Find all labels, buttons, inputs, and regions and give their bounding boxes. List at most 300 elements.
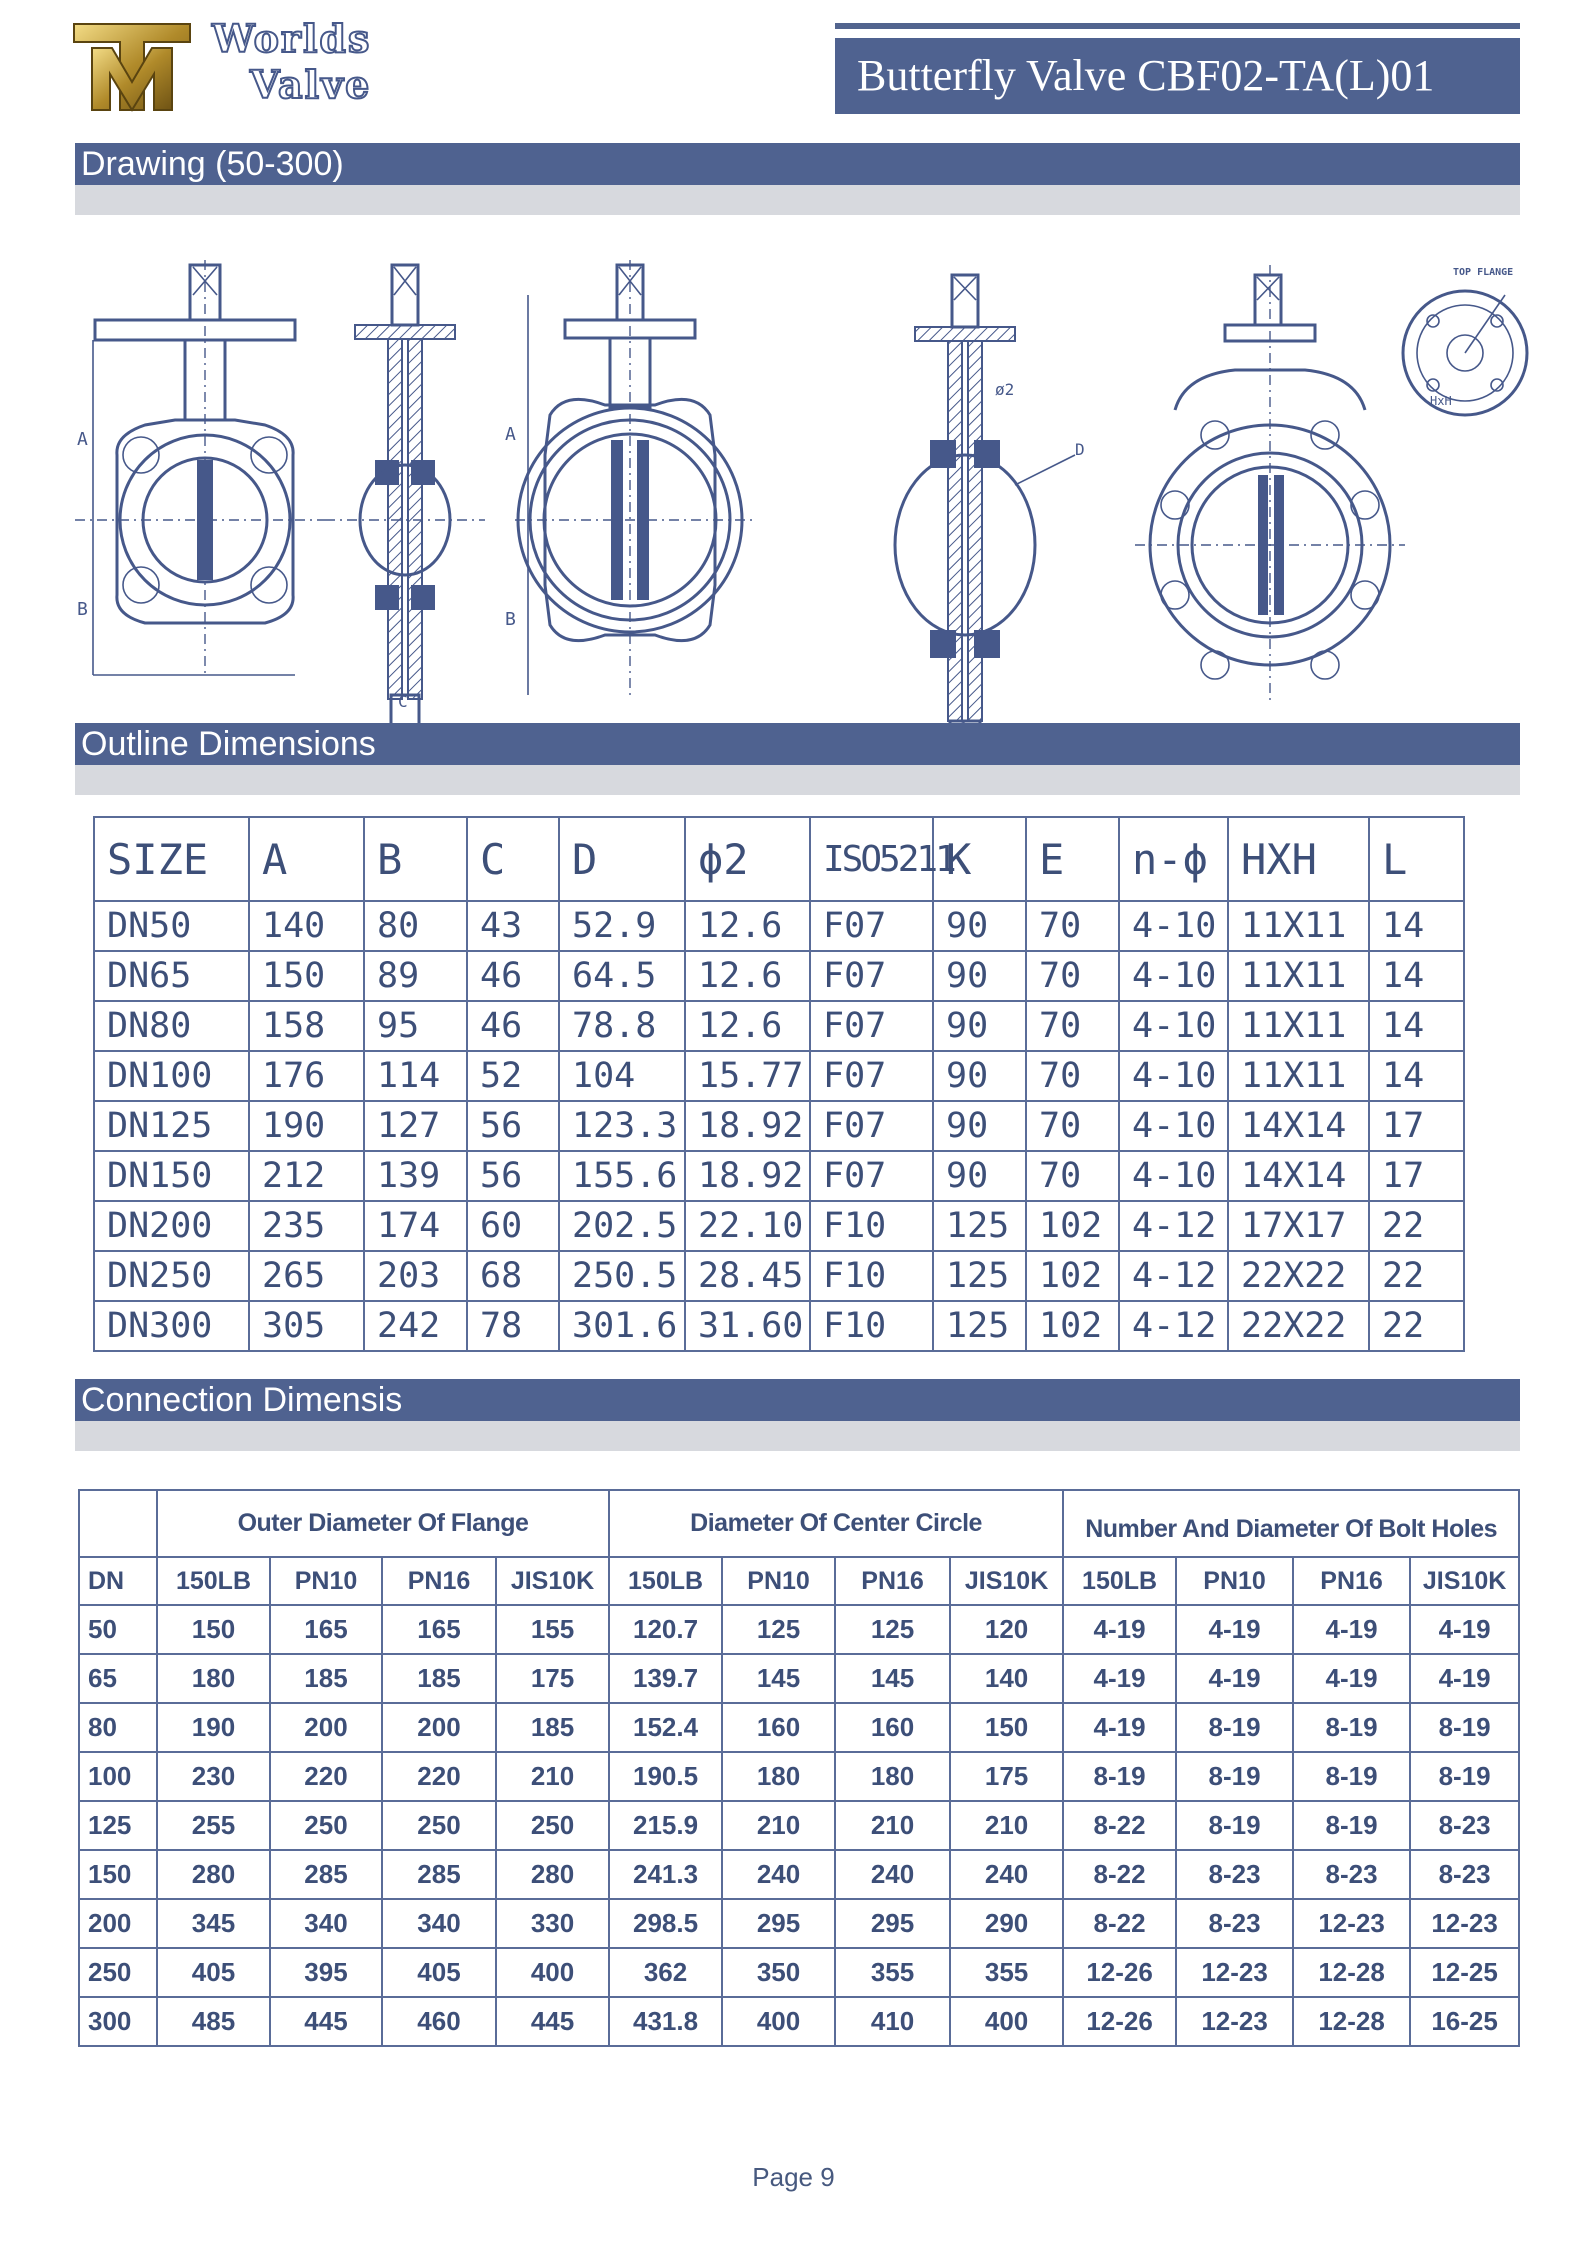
connection-cell: 175 [950, 1752, 1063, 1801]
outline-cell: 90 [933, 951, 1026, 1001]
outline-cell: 70 [1026, 1101, 1119, 1151]
connection-row [79, 1899, 1519, 1948]
connection-cell: 12-26 [1063, 1997, 1176, 2046]
outline-cell: F07 [810, 1151, 933, 1201]
connection-cell: 250 [270, 1801, 382, 1850]
outline-cell: F10 [810, 1301, 933, 1351]
section-subbar-connection [75, 1421, 1520, 1451]
connection-cell: 405 [382, 1948, 496, 1997]
connection-cell: 210 [835, 1801, 950, 1850]
connection-cell: 8-23 [1410, 1801, 1519, 1850]
corner-cell [79, 1490, 157, 1557]
outline-cell: F10 [810, 1201, 933, 1251]
logo-text-valve: Valve [250, 62, 372, 107]
dim-label-b: B [77, 599, 88, 620]
connection-cell: 210 [496, 1752, 609, 1801]
outline-cell: 4-10 [1119, 1101, 1228, 1151]
outline-cell: DN65 [94, 951, 249, 1001]
connection-cell: 445 [496, 1997, 609, 2046]
outline-cell: 125 [933, 1251, 1026, 1301]
connection-row [79, 1703, 1519, 1752]
outline-cell: 174 [364, 1201, 467, 1251]
connection-row [79, 1997, 1519, 2046]
outline-cell: 78.8 [559, 1001, 685, 1051]
connection-cell: 8-23 [1176, 1850, 1293, 1899]
sub-header: PN16 [835, 1557, 950, 1605]
outline-cell: 250.5 [559, 1251, 685, 1301]
outline-row [94, 1001, 1464, 1051]
outline-cell: F07 [810, 951, 933, 1001]
connection-cell: 145 [722, 1654, 835, 1703]
outline-cell: 12.6 [685, 951, 810, 1001]
connection-cell: 8-19 [1176, 1703, 1293, 1752]
connection-cell: 250 [382, 1801, 496, 1850]
outline-cell: 95 [364, 1001, 467, 1051]
outline-cell: 104 [559, 1051, 685, 1101]
dim-label-c: C [398, 692, 408, 711]
outline-cell: 56 [467, 1151, 559, 1201]
outline-cell: 70 [1026, 901, 1119, 951]
dim-label-d: D [1075, 440, 1085, 459]
outline-dimensions-table [93, 816, 1465, 1352]
outline-cell: 4-10 [1119, 951, 1228, 1001]
connection-cell: 295 [722, 1899, 835, 1948]
connection-cell: 12-23 [1410, 1899, 1519, 1948]
connection-cell: 445 [270, 1997, 382, 2046]
connection-cell: 250 [496, 1801, 609, 1850]
connection-cell: 220 [270, 1752, 382, 1801]
sub-header: PN10 [270, 1557, 382, 1605]
outline-cell: 89 [364, 951, 467, 1001]
outline-cell: 52 [467, 1051, 559, 1101]
outline-cell: 4-12 [1119, 1251, 1228, 1301]
connection-cell: 298.5 [609, 1899, 722, 1948]
dn-cell: 65 [79, 1654, 157, 1703]
outline-header-row [94, 817, 1464, 901]
connection-cell: 230 [157, 1752, 270, 1801]
outline-cell: 4-12 [1119, 1301, 1228, 1351]
outline-cell: 14X14 [1228, 1101, 1369, 1151]
outline-cell: 28.45 [685, 1251, 810, 1301]
connection-cell: 280 [496, 1850, 609, 1899]
connection-cell: 280 [157, 1850, 270, 1899]
dn-cell: 300 [79, 1997, 157, 2046]
page-number: Page 9 [752, 2162, 835, 2192]
dn-cell: 250 [79, 1948, 157, 1997]
connection-cell: 210 [950, 1801, 1063, 1850]
outline-cell: 22X22 [1228, 1301, 1369, 1351]
connection-cell: 285 [382, 1850, 496, 1899]
connection-cell: 185 [270, 1654, 382, 1703]
connection-cell: 12-23 [1176, 1997, 1293, 2046]
outline-cell: 14 [1369, 901, 1464, 951]
outline-cell: 90 [933, 1101, 1026, 1151]
sub-header: PN10 [722, 1557, 835, 1605]
outline-cell: 43 [467, 901, 559, 951]
outline-cell: DN200 [94, 1201, 249, 1251]
outline-cell: 14X14 [1228, 1151, 1369, 1201]
outline-cell: 17X17 [1228, 1201, 1369, 1251]
outline-cell: 14 [1369, 1051, 1464, 1101]
connection-cell: 4-19 [1410, 1654, 1519, 1703]
connection-cell: 241.3 [609, 1850, 722, 1899]
connection-cell: 8-19 [1176, 1801, 1293, 1850]
connection-cell: 200 [270, 1703, 382, 1752]
group-header-bolt-holes: Number And Diameter Of Bolt Holes [1063, 1490, 1519, 1557]
view-side-section [325, 265, 485, 725]
outline-cell: 4-12 [1119, 1201, 1228, 1251]
outline-cell: DN100 [94, 1051, 249, 1101]
outline-cell: 70 [1026, 1051, 1119, 1101]
connection-cell: 290 [950, 1899, 1063, 1948]
connection-cell: 8-19 [1293, 1703, 1410, 1752]
outline-cell: 17 [1369, 1151, 1464, 1201]
hxh-label: HxH [1430, 394, 1452, 408]
outline-cell: 139 [364, 1151, 467, 1201]
connection-row [79, 1850, 1519, 1899]
col-header: B [364, 817, 467, 901]
connection-cell: 210 [722, 1801, 835, 1850]
outline-row [94, 951, 1464, 1001]
outline-row [94, 1251, 1464, 1301]
outline-cell: F10 [810, 1251, 933, 1301]
outline-cell: F07 [810, 1051, 933, 1101]
outline-cell: 4-10 [1119, 1001, 1228, 1051]
dn-cell: 125 [79, 1801, 157, 1850]
connection-cell: 200 [382, 1703, 496, 1752]
connection-cell: 240 [722, 1850, 835, 1899]
view-lug-front [75, 260, 325, 675]
connection-cell: 4-19 [1063, 1703, 1176, 1752]
connection-cell: 4-19 [1293, 1605, 1410, 1654]
outline-row [94, 1301, 1464, 1351]
outline-cell: 4-10 [1119, 1151, 1228, 1201]
logo-text-worlds: Worlds [212, 16, 372, 61]
outline-cell: 70 [1026, 1001, 1119, 1051]
dim-label-phi2: ø2 [995, 380, 1015, 399]
col-header: E [1026, 817, 1119, 901]
outline-cell: 60 [467, 1201, 559, 1251]
connection-cell: 4-19 [1410, 1605, 1519, 1654]
connection-cell: 12-23 [1293, 1899, 1410, 1948]
outline-cell: 176 [249, 1051, 364, 1101]
dim-label-a: A [77, 429, 88, 450]
connection-cell: 4-19 [1176, 1605, 1293, 1654]
connection-cell: 150 [157, 1605, 270, 1654]
connection-cell: 330 [496, 1899, 609, 1948]
outline-cell: 155.6 [559, 1151, 685, 1201]
connection-cell: 12-23 [1176, 1948, 1293, 1997]
connection-cell: 180 [157, 1654, 270, 1703]
outline-cell: 31.60 [685, 1301, 810, 1351]
connection-cell: 400 [950, 1997, 1063, 2046]
outline-cell: 68 [467, 1251, 559, 1301]
outline-row [94, 1151, 1464, 1201]
outline-cell: 305 [249, 1301, 364, 1351]
document-title: Butterfly Valve CBF02-TA(L)01 [835, 38, 1520, 114]
connection-cell: 410 [835, 1997, 950, 2046]
outline-cell: 125 [933, 1301, 1026, 1351]
outline-cell: 11X11 [1228, 901, 1369, 951]
connection-cell: 8-19 [1293, 1752, 1410, 1801]
connection-cell: 140 [950, 1654, 1063, 1703]
connection-cell: 255 [157, 1801, 270, 1850]
outline-cell: 52.9 [559, 901, 685, 951]
outline-cell: 46 [467, 951, 559, 1001]
connection-cell: 345 [157, 1899, 270, 1948]
outline-cell: 64.5 [559, 951, 685, 1001]
outline-cell: 56 [467, 1101, 559, 1151]
connection-row [79, 1605, 1519, 1654]
outline-cell: 70 [1026, 1151, 1119, 1201]
connection-cell: 215.9 [609, 1801, 722, 1850]
connection-cell: 8-19 [1293, 1801, 1410, 1850]
outline-row [94, 1101, 1464, 1151]
company-logo [72, 16, 432, 114]
outline-cell: 11X11 [1228, 1001, 1369, 1051]
connection-cell: 8-23 [1176, 1899, 1293, 1948]
connection-cell: 4-19 [1063, 1605, 1176, 1654]
group-header-row [79, 1490, 1519, 1557]
connection-cell: 120 [950, 1605, 1063, 1654]
outline-cell: 22 [1369, 1301, 1464, 1351]
connection-cell: 165 [270, 1605, 382, 1654]
outline-cell: DN80 [94, 1001, 249, 1051]
outline-cell: 22 [1369, 1251, 1464, 1301]
outline-cell: 90 [933, 901, 1026, 951]
outline-cell: 70 [1026, 951, 1119, 1001]
top-flange-label: TOP FLANGE [1453, 267, 1514, 278]
outline-cell: 4-10 [1119, 1051, 1228, 1101]
outline-cell: 78 [467, 1301, 559, 1351]
outline-cell: 203 [364, 1251, 467, 1301]
sub-header: JIS10K [950, 1557, 1063, 1605]
outline-cell: 265 [249, 1251, 364, 1301]
outline-cell: 11X11 [1228, 951, 1369, 1001]
dim-label-b2: B [505, 609, 516, 630]
outline-cell: 102 [1026, 1251, 1119, 1301]
outline-cell: 14 [1369, 951, 1464, 1001]
connection-cell: 362 [609, 1948, 722, 1997]
connection-cell: 125 [722, 1605, 835, 1654]
sub-header: DN [79, 1557, 157, 1605]
connection-cell: 8-23 [1293, 1850, 1410, 1899]
col-header: L [1369, 817, 1464, 901]
outline-row [94, 1051, 1464, 1101]
connection-cell: 150 [950, 1703, 1063, 1752]
sub-header: PN16 [382, 1557, 496, 1605]
connection-cell: 240 [835, 1850, 950, 1899]
connection-cell: 355 [950, 1948, 1063, 1997]
dn-cell: 50 [79, 1605, 157, 1654]
outline-cell: DN250 [94, 1251, 249, 1301]
connection-cell: 175 [496, 1654, 609, 1703]
outline-cell: 90 [933, 1001, 1026, 1051]
sub-header-row [79, 1557, 1519, 1605]
connection-row [79, 1948, 1519, 1997]
connection-cell: 165 [382, 1605, 496, 1654]
dn-cell: 200 [79, 1899, 157, 1948]
section-header-connection: Connection Dimensis [75, 1379, 1520, 1421]
outline-row [94, 1201, 1464, 1251]
connection-cell: 8-19 [1176, 1752, 1293, 1801]
view-wafer-side [895, 275, 1085, 737]
connection-cell: 405 [157, 1948, 270, 1997]
outline-cell: 22 [1369, 1201, 1464, 1251]
connection-cell: 295 [835, 1899, 950, 1948]
outline-cell: 80 [364, 901, 467, 951]
connection-cell: 340 [270, 1899, 382, 1948]
outline-cell: 4-10 [1119, 901, 1228, 951]
connection-cell: 152.4 [609, 1703, 722, 1752]
col-header: ϕ2 [685, 817, 810, 901]
col-header: ISO5211 [810, 817, 933, 901]
outline-cell: 18.92 [685, 1101, 810, 1151]
connection-cell: 190 [157, 1703, 270, 1752]
section-subbar-drawing [75, 185, 1520, 215]
technical-drawing [75, 255, 1545, 735]
connection-cell: 180 [722, 1752, 835, 1801]
section-header-outline: Outline Dimensions [75, 723, 1520, 765]
dn-cell: 80 [79, 1703, 157, 1752]
sub-header: 150LB [157, 1557, 270, 1605]
outline-cell: 15.77 [685, 1051, 810, 1101]
sub-header: PN16 [1293, 1557, 1410, 1605]
connection-cell: 220 [382, 1752, 496, 1801]
outline-row [94, 901, 1464, 951]
connection-cell: 185 [496, 1703, 609, 1752]
outline-cell: F07 [810, 1001, 933, 1051]
connection-cell: 8-22 [1063, 1850, 1176, 1899]
outline-cell: 125 [933, 1201, 1026, 1251]
connection-cell: 8-22 [1063, 1801, 1176, 1850]
connection-cell: 120.7 [609, 1605, 722, 1654]
connection-cell: 160 [722, 1703, 835, 1752]
connection-cell: 395 [270, 1948, 382, 1997]
outline-cell: 140 [249, 901, 364, 951]
col-header: SIZE [94, 817, 249, 901]
view-top-flange [1403, 267, 1527, 415]
connection-cell: 350 [722, 1948, 835, 1997]
connection-cell: 145 [835, 1654, 950, 1703]
outline-cell: 14 [1369, 1001, 1464, 1051]
connection-cell: 125 [835, 1605, 950, 1654]
connection-cell: 355 [835, 1948, 950, 1997]
connection-row [79, 1654, 1519, 1703]
outline-cell: 123.3 [559, 1101, 685, 1151]
sub-header: 150LB [1063, 1557, 1176, 1605]
outline-cell: DN125 [94, 1101, 249, 1151]
connection-cell: 240 [950, 1850, 1063, 1899]
outline-cell: F07 [810, 1101, 933, 1151]
outline-cell: 242 [364, 1301, 467, 1351]
group-header-outer-diameter: Outer Diameter Of Flange [157, 1490, 609, 1557]
connection-cell: 4-19 [1176, 1654, 1293, 1703]
view-lug-bolt-holes [1135, 265, 1405, 705]
connection-cell: 8-19 [1063, 1752, 1176, 1801]
outline-cell: 212 [249, 1151, 364, 1201]
connection-cell: 8-19 [1410, 1703, 1519, 1752]
connection-cell: 12-28 [1293, 1948, 1410, 1997]
connection-cell: 4-19 [1063, 1654, 1176, 1703]
outline-cell: 11X11 [1228, 1051, 1369, 1101]
connection-cell: 8-22 [1063, 1899, 1176, 1948]
outline-cell: 18.92 [685, 1151, 810, 1201]
outline-cell: DN50 [94, 901, 249, 951]
col-header: A [249, 817, 364, 901]
connection-cell: 400 [496, 1948, 609, 1997]
connection-cell: 160 [835, 1703, 950, 1752]
outline-cell: DN300 [94, 1301, 249, 1351]
sub-header: JIS10K [1410, 1557, 1519, 1605]
connection-cell: 155 [496, 1605, 609, 1654]
outline-cell: 90 [933, 1051, 1026, 1101]
outline-cell: 22.10 [685, 1201, 810, 1251]
outline-cell: 90 [933, 1151, 1026, 1201]
sub-header: 150LB [609, 1557, 722, 1605]
title-rule [835, 23, 1520, 29]
tm-logo-mark [72, 22, 212, 114]
outline-cell: 301.6 [559, 1301, 685, 1351]
outline-cell: 12.6 [685, 1001, 810, 1051]
dn-cell: 150 [79, 1850, 157, 1899]
connection-cell: 485 [157, 1997, 270, 2046]
dim-label-a2: A [505, 424, 516, 445]
connection-cell: 8-19 [1410, 1752, 1519, 1801]
outline-cell: 46 [467, 1001, 559, 1051]
outline-cell: 22X22 [1228, 1251, 1369, 1301]
connection-cell: 12-26 [1063, 1948, 1176, 1997]
connection-cell: 460 [382, 1997, 496, 2046]
outline-cell: 235 [249, 1201, 364, 1251]
outline-cell: 102 [1026, 1201, 1119, 1251]
outline-cell: 127 [364, 1101, 467, 1151]
view-wafer-front [505, 260, 755, 695]
col-header: K [933, 817, 1026, 901]
section-subbar-outline [75, 765, 1520, 795]
section-header-drawing: Drawing (50-300) [75, 143, 1520, 185]
col-header: HXH [1228, 817, 1369, 901]
outline-cell: 158 [249, 1001, 364, 1051]
outline-cell: 114 [364, 1051, 467, 1101]
outline-cell: 202.5 [559, 1201, 685, 1251]
connection-cell: 285 [270, 1850, 382, 1899]
connection-cell: 190.5 [609, 1752, 722, 1801]
connection-cell: 185 [382, 1654, 496, 1703]
connection-cell: 340 [382, 1899, 496, 1948]
outline-cell: DN150 [94, 1151, 249, 1201]
connection-cell: 4-19 [1293, 1654, 1410, 1703]
connection-cell: 12-25 [1410, 1948, 1519, 1997]
outline-cell: 12.6 [685, 901, 810, 951]
sub-header: PN10 [1176, 1557, 1293, 1605]
outline-cell: 102 [1026, 1301, 1119, 1351]
connection-cell: 431.8 [609, 1997, 722, 2046]
connection-row [79, 1801, 1519, 1850]
outline-cell: 150 [249, 951, 364, 1001]
connection-cell: 16-25 [1410, 1997, 1519, 2046]
connection-cell: 400 [722, 1997, 835, 2046]
col-header: n-ϕ [1119, 817, 1228, 901]
group-header-center-circle: Diameter Of Center Circle [609, 1490, 1063, 1557]
col-header: D [559, 817, 685, 901]
sub-header: JIS10K [496, 1557, 609, 1605]
connection-dimensions-table [78, 1489, 1520, 2047]
outline-cell: 17 [1369, 1101, 1464, 1151]
connection-cell: 180 [835, 1752, 950, 1801]
outline-cell: 190 [249, 1101, 364, 1151]
connection-cell: 12-28 [1293, 1997, 1410, 2046]
